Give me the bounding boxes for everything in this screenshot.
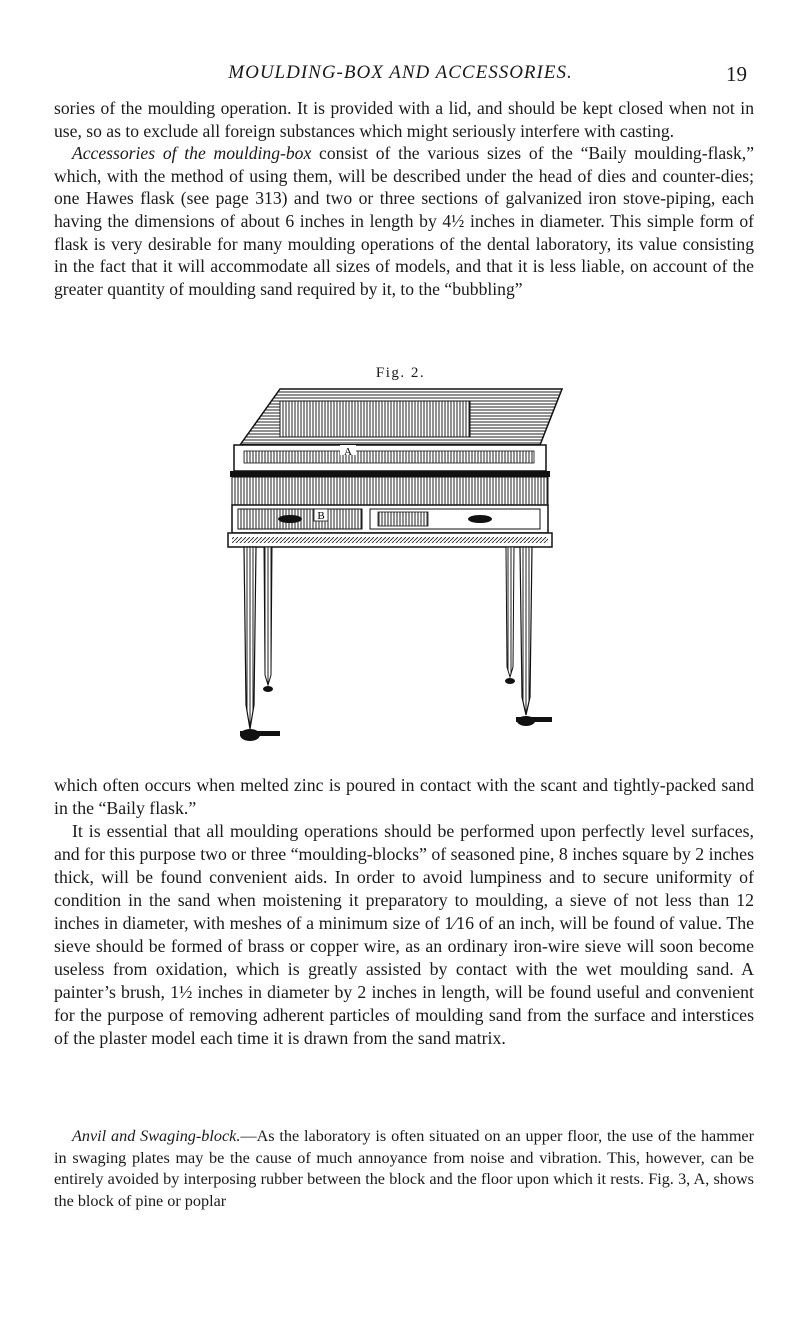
paragraph-text: consist of the various sizes of the “Baily moulding-flask,” which, with the method of using them, will be described under the head of dies and counter-dies; one Hawes flask (see page 313) and two or three sections of galvanized iron stove-piping, each having the dimensions of about 6 inches in length by 4½ inches in diameter. This simple form of flask is very desirable for many moulding operations of the dental laboratory, its value consisting in the fact that it will accommodate all sizes of models, and that it is less liable, on account of the greater quantity of moulding sand required by it, to the “bubbling” <box>54 143 754 299</box>
paragraph <box>54 142 754 300</box>
paragraph <box>54 820 754 1050</box>
paragraph-text: which often occurs when melted zinc is poured in contact with the scant and tightly-packed sand in the “Baily flask.” <box>54 775 754 818</box>
moulding-box-illustration <box>210 385 570 760</box>
cabinet-drawing <box>210 385 570 760</box>
figure-caption: Fig. 2. <box>375 365 426 381</box>
drawer-handle-right <box>468 515 492 523</box>
paragraph <box>54 1126 754 1212</box>
paragraph-lead: Accessories of the moulding-box <box>72 143 312 164</box>
body-text-middle <box>54 774 754 1050</box>
body-text-bottom <box>54 1126 754 1212</box>
page-number: 19 <box>726 62 747 86</box>
figure-label-a: A <box>344 446 352 458</box>
body-text-top <box>54 97 754 300</box>
paragraph-lead: Anvil and Swaging-block. <box>72 1127 241 1145</box>
figure-label-b: B <box>317 510 325 522</box>
paragraph <box>54 774 754 820</box>
page-header <box>0 62 801 92</box>
paragraph <box>54 97 754 142</box>
drawer-handle-left <box>278 515 302 523</box>
paragraph-text: It is essential that all moulding operations should be performed upon perfectly level surfaces, and for this purpose two or three “moulding-blocks” of seasoned pine, 8 inches square by 2 inches thick, will be found convenient aids. In order to avoid lumpiness and to secure uniformity of condition in the sand when moistening it preparatory to moulding, a sieve of not less than 12 inches in diameter, with meshes of a minimum size of 1⁄16 of an inch, will be found of value. The sieve should be formed of brass or copper wire, as an ordinary iron-wire sieve will soon become useless from oxidation, which is greatly assisted by contact with the wet moulding sand. A painter’s brush, 1½ inches in diameter by 2 inches in length, will be found useful and convenient for the purpose of removing adherent particles of moulding sand from the surface and interstices of the plaster model each time it is drawn from the sand matrix. <box>54 821 754 1048</box>
paragraph-text: sories of the moulding operation. It is provided with a lid, and should be kept closed when not in use, so as to exclude all foreign substances which might seriously interfere with casting. <box>54 98 754 141</box>
running-head: MOULDING-BOX AND ACCESSORIES. <box>228 62 573 83</box>
paragraph-text: —As the laboratory is often situated on an upper floor, the use of the hammer in swaging plates may be the cause of much annoyance from noise and vibration. This, however, can be entirely avoided by interposing rubber between the block and the floor upon which it rests. Fig. 3, A, shows the block of pine or poplar <box>54 1127 755 1210</box>
